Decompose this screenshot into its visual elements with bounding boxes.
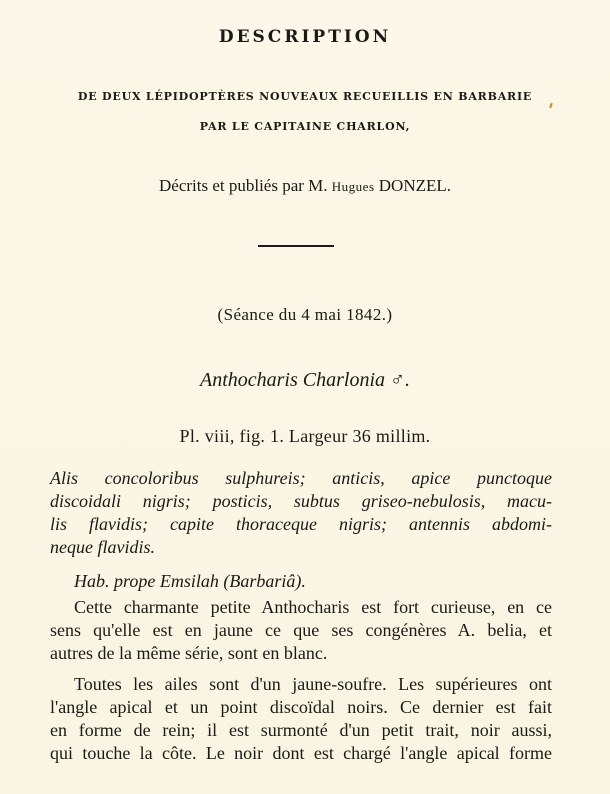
- session-date: (Séance du 4 mai 1842.): [217, 305, 393, 324]
- page-title: DESCRIPTION: [218, 27, 392, 47]
- subtitle-line-2: PAR LE CAPITAINE CHARLON,: [199, 120, 411, 133]
- habitat-line: Hab. prope Emsilah (Barbariâ).: [74, 571, 306, 591]
- latin-line: discoidali nigris; posticis, subtus griseo-nebulosis, macu-: [50, 491, 552, 511]
- paragraph-line: autres de la même série, sont en blanc.: [50, 643, 328, 663]
- description-paragraph-1: [50, 596, 552, 665]
- author-line: [0, 176, 610, 196]
- latin-line: Alis concoloribus sulphureis; anticis, apice punctoque: [50, 468, 552, 488]
- paragraph-line: Cette charmante petite Anthocharis est fort curieuse, en ce: [74, 597, 552, 617]
- subtitle-line-1: DE DEUX LÉPIDOPTÈRES NOUVEAUX RECUEILLIS EN BARBARIE: [77, 90, 533, 103]
- species-heading: Anthocharis Charlonia ♂.: [199, 369, 410, 391]
- latin-line: lis flavidis; capite thoraceque nigris; antennis abdomi-: [50, 514, 552, 534]
- plate-reference: Pl. viii, fig. 1. Largeur 36 millim.: [179, 426, 431, 446]
- paragraph-line: qui touche la côte. Le noir dont est chargé l'angle apical forme: [50, 743, 552, 763]
- description-paragraph-2: [50, 673, 552, 765]
- paragraph-line: en forme de rein; il est surmonté d'un petit trait, noir aussi,: [50, 720, 552, 740]
- habitat-paragraph: [50, 570, 552, 593]
- ink-speck: [549, 103, 553, 108]
- author-last-name: DONZEL.: [374, 176, 451, 195]
- author-first-name: Hugues: [331, 179, 375, 194]
- paragraph-line: sens qu'elle est en jaune ce que ses congénères A. belia, et: [50, 620, 552, 640]
- author-prefix: Décrits et publiés par M.: [159, 176, 332, 195]
- latin-line: neque flavidis.: [50, 537, 155, 557]
- paragraph-line: l'angle apical et un point discoïdal noirs. Ce dernier est fait: [50, 697, 552, 717]
- latin-diagnosis: [50, 467, 552, 559]
- section-divider: [258, 245, 334, 247]
- paragraph-line: Toutes les ailes sont d'un jaune-soufre. Les supérieures ont: [74, 674, 552, 694]
